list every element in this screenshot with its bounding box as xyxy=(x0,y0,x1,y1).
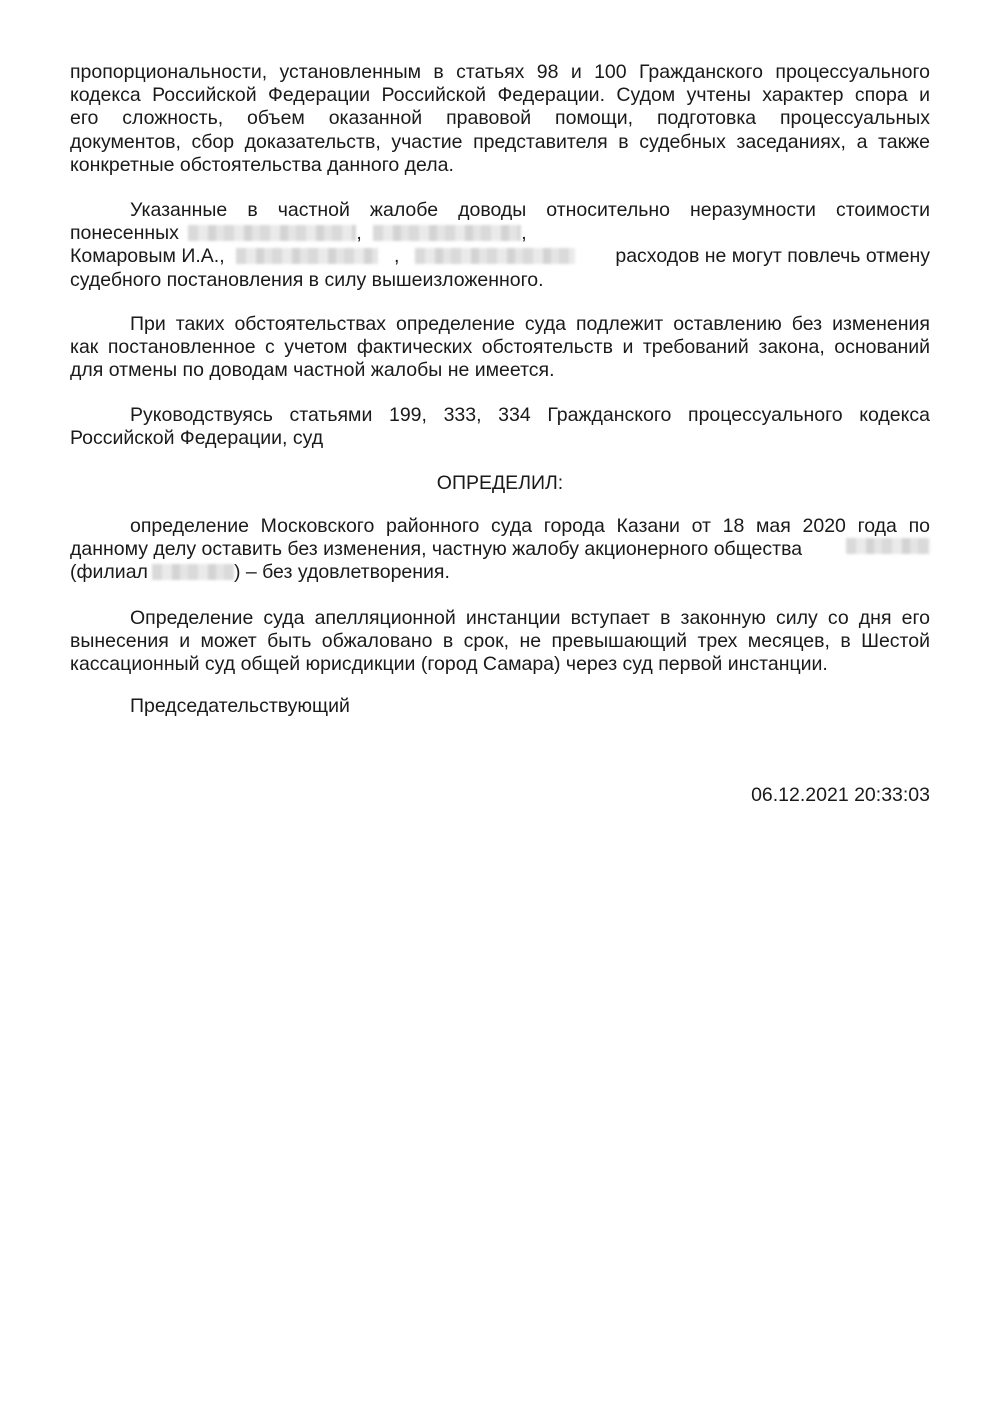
paragraph-appeal xyxy=(70,607,930,677)
text-fragment: (филиал xyxy=(70,561,148,584)
redacted-block xyxy=(373,225,521,241)
comma: , xyxy=(356,222,362,245)
text-line: пропорциональности, установленным в статьях 98 и 100 Гражданского процессуального xyxy=(70,61,930,83)
paragraph-ruling xyxy=(70,515,930,585)
text-line: При таких обстоятельствах определение суда подлежит оставлению без изменения xyxy=(130,313,930,335)
text-fragment: понесенных xyxy=(70,222,179,245)
timestamp: 06.12.2021 20:33:03 xyxy=(751,784,930,806)
text-fragment: Комаровым И.А., xyxy=(70,245,225,268)
text-line: конкретные обстоятельства данного дела. xyxy=(70,153,454,176)
text-line: для отмены по доводам частной жалобы не имеется. xyxy=(70,359,555,382)
ruling-heading xyxy=(70,472,930,495)
comma: , xyxy=(394,245,400,268)
redacted-block xyxy=(188,225,356,241)
paragraph-arguments xyxy=(70,199,930,292)
redacted-block xyxy=(846,538,930,554)
text-line: судебного постановления в силу вышеизложенного. xyxy=(70,268,544,291)
paragraph-proportionality xyxy=(70,61,930,177)
text-line: его сложность, объем оказанной правовой помощи, подготовка процессуальных xyxy=(70,107,930,130)
text-line-with-redactions xyxy=(70,245,930,268)
text-line: определение Московского районного суда города Казани от 18 мая 2020 года по xyxy=(130,515,930,537)
text-line: вынесения и может быть обжаловано в срок, не превышающий трех месяцев, в Шестой xyxy=(70,630,930,653)
text-line: документов, сбор доказательств, участие представителя в судебных заседаниях, а также xyxy=(70,130,930,153)
text-fragment: ) – без удовлетворения. xyxy=(233,561,450,584)
text-fragment-group xyxy=(70,245,575,268)
heading-text: ОПРЕДЕЛИЛ: xyxy=(436,472,564,494)
text-line-with-redactions xyxy=(70,222,930,245)
text-line: кодекса Российской Федерации Российской Федерации. Судом учтены характер спора и xyxy=(70,84,930,107)
paragraph-circumstances xyxy=(70,313,930,383)
redacted-block xyxy=(415,248,575,264)
text-line: Указанные в частной жалобе доводы относительно неразумности стоимости xyxy=(130,199,930,221)
timestamp-block xyxy=(70,784,930,807)
comma: , xyxy=(521,222,527,245)
text-line: кассационный суд общей юрисдикции (город Самара) через суд первой инстанции. xyxy=(70,653,828,676)
text-line: Российской Федерации, суд xyxy=(70,427,324,450)
presiding-label: Председательствующий xyxy=(130,695,350,717)
redacted-block xyxy=(152,564,234,580)
text-line: как постановленное с учетом фактических обстоятельств и требований закона, оснований xyxy=(70,336,930,359)
paragraph-guided-by xyxy=(70,404,930,450)
text-line: Руководствуясь статьями 199, 333, 334 Гражданского процессуального кодекса xyxy=(130,404,930,426)
text-line-with-redaction xyxy=(70,538,930,561)
redacted-block xyxy=(236,248,378,264)
presiding-block xyxy=(70,695,930,718)
text-fragment: расходов не могут повлечь отмену xyxy=(615,245,930,268)
text-line-with-redaction xyxy=(70,561,930,584)
text-line: Определение суда апелляционной инстанции вступает в законную силу со дня его xyxy=(130,607,930,629)
text-fragment: данному делу оставить без изменения, частную жалобу акционерного общества xyxy=(70,538,803,561)
